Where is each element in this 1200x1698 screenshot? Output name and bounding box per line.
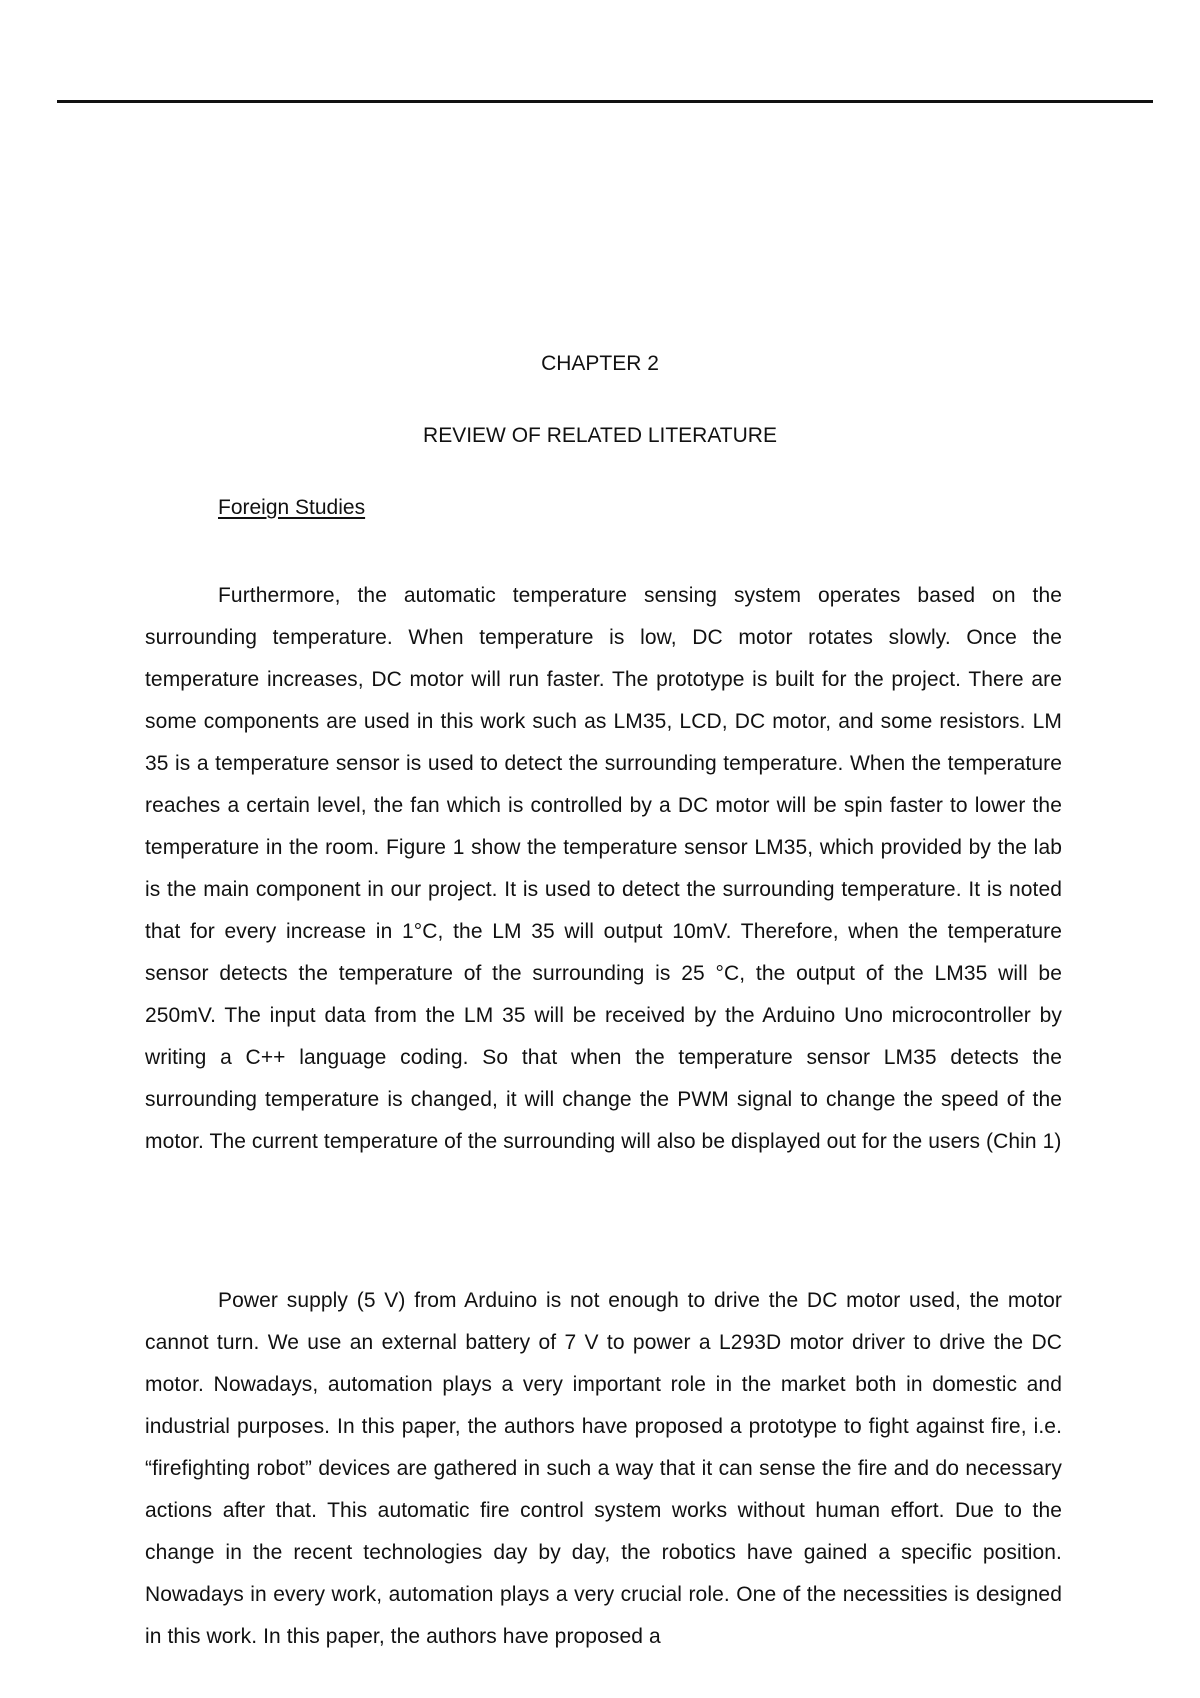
chapter-number: CHAPTER 2 [541,352,659,375]
body-paragraph: Power supply (5 V) from Arduino is not enough to drive the DC motor used, the motor cannot turn. We use an external battery of 7 V to power a L293D motor driver to drive the DC motor. Nowadays, automation plays a very important role in the market both in domestic and industrial purposes. In this paper, the authors have proposed a prototype to fight against fire, i.e. “firefighting robot” devices are gathered in such a way that it can sense the fire and do necessary actions after that. This automatic fire control system works without human effort. Due to the change in the recent technologies day by day, the robotics have gained a specific position. Nowadays in every work, automation plays a very crucial role. One of the necessities is designed in this work. In this paper, the authors have proposed a [145,1289,1062,1648]
body-paragraph: Furthermore, the automatic temperature sensing system operates based on the surrounding temperature. When temperature is low, DC motor rotates slowly. Once the temperature increases, DC motor will run faster. The prototype is built for the project. There are some components are used in this work such as LM35, LCD, DC motor, and some resistors. LM 35 is a temperature sensor is used to detect the surrounding temperature. When the temperature reaches a certain level, the fan which is controlled by a DC motor will be spin faster to lower the temperature in the room. Figure 1 show the temperature sensor LM35, which provided by the lab is the main component in our project. It is used to detect the surrounding temperature. It is noted that for every increase in 1°C, the LM 35 will output 10mV. Therefore, when the temperature sensor detects the temperature of the surrounding is 25 °C, the output of the LM35 will be 250mV. The input data from the LM 35 will be received by the Arduino Uno microcontroller by writing a C++ language coding. So that when the temperature sensor LM35 detects the surrounding temperature is changed, it will change the PWM signal to change the speed of the motor. The current temperature of the surrounding will also be displayed out for the users (Chin 1) [145,584,1062,1153]
header-rule [57,100,1153,103]
section-heading: Foreign Studies [218,496,366,519]
chapter-title: REVIEW OF RELATED LITERATURE [423,424,777,447]
